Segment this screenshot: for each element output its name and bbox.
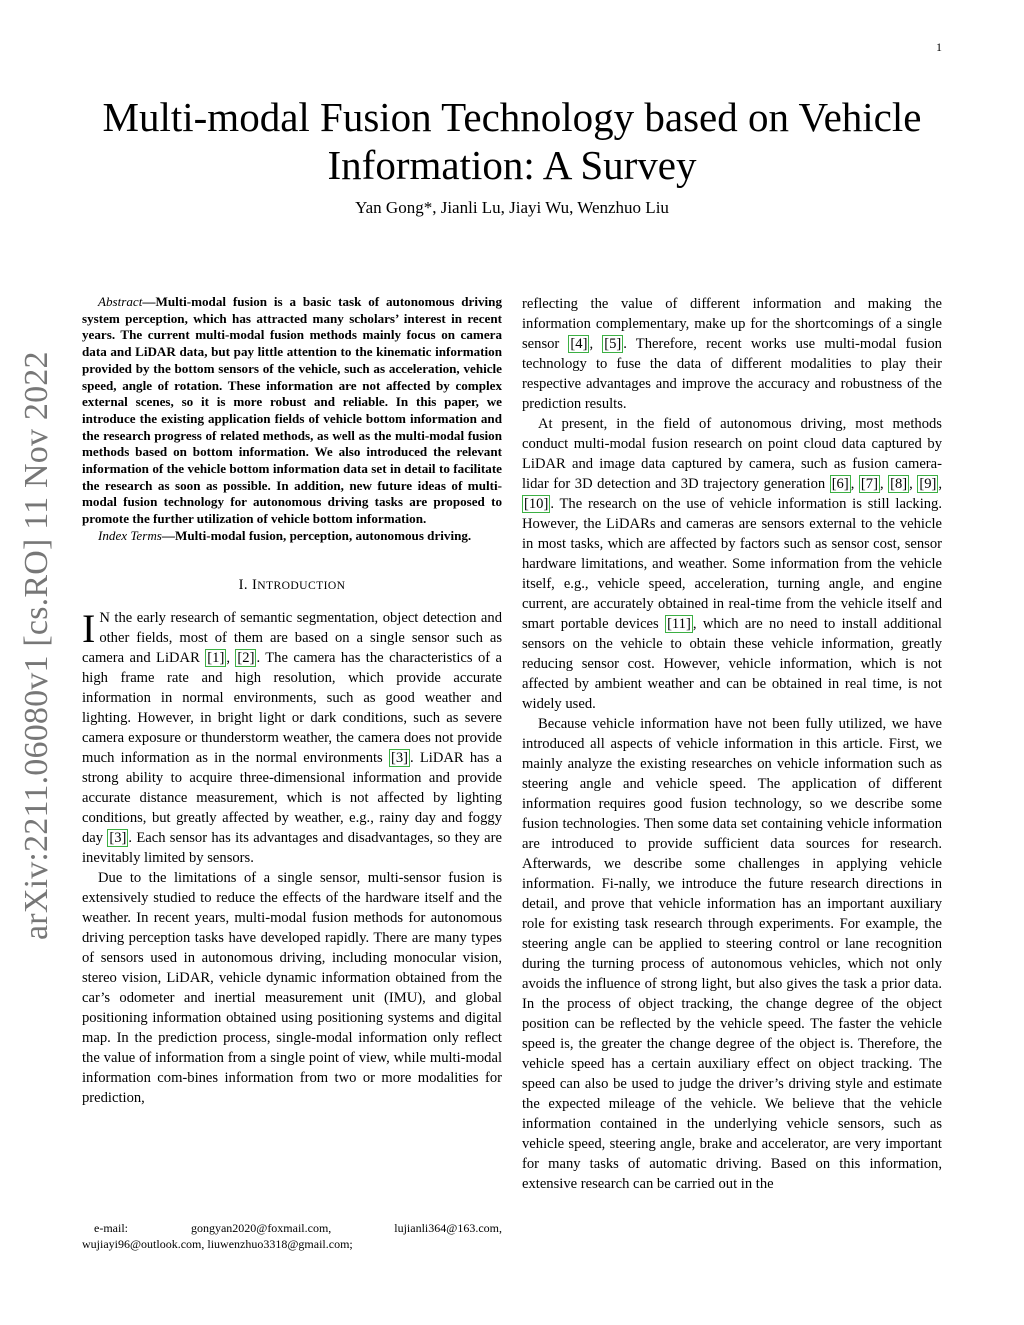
footnote-line-1: [82, 1220, 502, 1236]
intro-p1-text-a: N the early research of semantic segmentation, object detection and other fields, most of them are based on a single sensor such as camera and LiDAR: [82, 609, 502, 666]
section-cap: I: [251, 576, 258, 593]
page-number: 1: [936, 40, 942, 54]
right-paragraph-2: [522, 414, 942, 714]
right-p2-text-b: . The research on the use of vehicle information is still lacking. However, the LiDARs and cameras are sensors external to the vehicle in most tasks, which are affected by factors such as sensor cost, sensor hardware limitations, and weather. Some information from the vehicle itself, e.g., vehicle speed, acceleration, turning angle, and engine current, are accurately obtained in real-time from the vehicle itself and smart portable devices: [522, 496, 942, 632]
citation-separator: ,: [909, 476, 918, 492]
footnote-email-2: lujianli364@163.com,: [394, 1221, 502, 1235]
citation-link[interactable]: [6]: [831, 476, 849, 492]
citation-link[interactable]: [11]: [667, 616, 691, 632]
citation-link[interactable]: [9]: [919, 476, 937, 492]
right-p2-text-c: , which are no need to install additional sensors on the vehicle to obtain these vehicle information, greatly reducing sensor cost. However, vehicle information, which is not affected by ambient weather and can be obtained in real time, is not widely used.: [522, 616, 942, 712]
right-paragraph-3: Because vehicle information have not been fully utilized, we have introduced all aspects of vehicle information in this article. First, we mainly analyze the existing researches on vehicle information such as steering angle and vehicle speed. The application of different information requires good fusion technology, so we describe some fusion technologies. Then some data set containing vehicle information are introduced to provide sufficient data sources for research. Afterwards, we describe some challenges in applying vehicle information. Fi-nally, we introduce the future research directions in detail, and prove that vehicle information has an important auxiliary role for existing task research through experiments. For example, the steering angle can be applied to steering control or lane recognition during the turning process of autonomous vehicles, which not only avoids the influence of strong light, but also gives the task a prior data. In the process of object tracking, the change degree of the object position can be reflected by the vehicle speed. The faster the vehicle speed is, the greater the change degree of the object is. Therefore, the vehicle speed has a certain auxiliary effect on object tracking. The speed can also be used to judge the driver’s driving style and estimate the expected mileage of the vehicle. We believe that the vehicle information contained in the underlying vehicle sensors, such as vehicle speed, steering angle, brake and accelerator, are very important for many tasks of automatic driving. Based on this information, extensive research can be carried out in the: [522, 716, 942, 1192]
right-p2-text-a: At present, in the field of autonomous driving, most methods conduct multi-modal fusion research on point cloud data captured by LiDAR and image data captured by camera, such as fusion camera-lidar for 3D detection and 3D trajectory generation: [522, 416, 942, 492]
citation-link[interactable]: [7]: [860, 476, 878, 492]
footnote-email-1: gongyan2020@foxmail.com,: [190, 1221, 332, 1235]
intro-p1-text-d: . Each sensor has its advantages and disadvantages, so they are inevitably limited by sensors.: [82, 829, 502, 866]
right-p1-text-b: . Therefore, recent works use multi-modal fusion technology to fuse the data of different modalities to play their respective advantages and improve the accuracy and robustness of the prediction results.: [522, 336, 942, 412]
intro-p1-text-c: . LiDAR has a strong ability to acquire three-dimensional information and provide accurate distance measurement, which is not affected by lighting conditions, but greatly affected by weather, e.g., rainy day and foggy day: [82, 749, 502, 846]
citation-link[interactable]: [1]: [207, 649, 225, 666]
abstract-text: —Multi-modal fusion is a basic task of autonomous driving system perception, which has attracted many scholars’ interest in recent years. The current multi-modal fusion methods mainly focus on camera data and LiDAR data, but pay little attention to the kinematic information provided by the bottom sensors of the vehicle, such as acceleration, vehicle speed, angle of rotation. These information are not affected by complex external scenes, so it is more robust and reliable. In this paper, we introduce the existing application fields of vehicle bottom information and the research progress of related methods, as well as the multi-modal fusion methods based on bottom information. We also introduced the relevant information of the vehicle bottom information data set in detail to facilitate the research as soon as possible. In addition, new future ideas of multi-modal fusion technology for autonomous driving tasks are proposed to promote the further utilization of vehicle bottom information.: [82, 294, 502, 527]
citation-separator: ,: [589, 336, 603, 352]
right-paragraph-1: [522, 294, 942, 414]
citation-link[interactable]: [4]: [570, 336, 588, 352]
paper-title: Multi-modal Fusion Technology based on Vehicle Information: A Survey: [102, 94, 922, 188]
intro-paragraph-1: [82, 605, 503, 868]
arxiv-identifier: arXiv:2211.06080v1 [cs.RO] 11 Nov 2022: [18, 351, 55, 940]
citation-link[interactable]: [3]: [109, 829, 127, 846]
intro-paragraph-2: Due to the limitations of a single sensor, multi-sensor fusion is extensively studied to reduce the effects of the hardware itself and the weather. In recent years, multi-modal fusion methods for autonomous driving perception tasks have developed rapidly. There are many types of sensors used in autonomous driving, including monocular vision, stereo vision, LiDAR, vehicle dynamic information obtained from the car’s odometer and inertial measurement unit (IMU), and global positioning information obtained using positioning systems and digital map. In the prediction process, single-modal information only reflect the value of information from a single point of view, while multi-modal information com-bines information from two or more modalities for prediction,: [82, 869, 502, 1106]
footnote-emails: [82, 1220, 502, 1252]
section-numeral: I.: [238, 576, 248, 593]
section-title-rest: NTRODUCTION: [257, 578, 346, 592]
author-list: Yan Gong*, Jianli Lu, Jiayi Wu, Wenzhuo Liu: [355, 198, 669, 217]
index-terms: [82, 528, 502, 545]
abstract-label: Abstract: [98, 294, 143, 309]
citation-link[interactable]: [2]: [237, 649, 255, 666]
right-column: [522, 294, 942, 1194]
citation-separator: ,: [850, 476, 859, 492]
index-terms-label: Index Terms: [98, 527, 162, 543]
intro-p1-text-b: . The camera has the characteristics of a high frame rate and high resolution, which provide accurate information in normal environments, such as good weather and lighting. However, in bright light or dark conditions, such as severe camera exposure or thunderstorm weather, the camera does not provide much information as in the normal environments: [82, 649, 503, 766]
citation-separator: ,: [879, 476, 889, 492]
section-heading-introduction: [82, 575, 502, 596]
citation-separator: ,: [938, 476, 943, 492]
citation-link[interactable]: [10]: [524, 496, 549, 512]
citation-separator: ,: [226, 649, 236, 666]
footnote-line-2: wujiayi96@outlook.com, liuwenzhuo3318@gmail.com;: [82, 1237, 353, 1251]
citation-link[interactable]: [5]: [604, 336, 622, 352]
right-p1-text-a: reflecting the value of different information and making the information complementary, make up for the shortcomings of a single sensor: [522, 296, 942, 352]
left-column: [82, 294, 502, 1108]
citation-link[interactable]: [8]: [890, 476, 908, 492]
dropcap-letter: I: [82, 605, 96, 651]
abstract: [82, 294, 502, 528]
footnote-email-label: e-mail:: [94, 1221, 128, 1235]
citation-link[interactable]: [3]: [390, 749, 408, 766]
index-terms-text: —Multi-modal fusion, perception, autonomous driving.: [161, 527, 472, 543]
